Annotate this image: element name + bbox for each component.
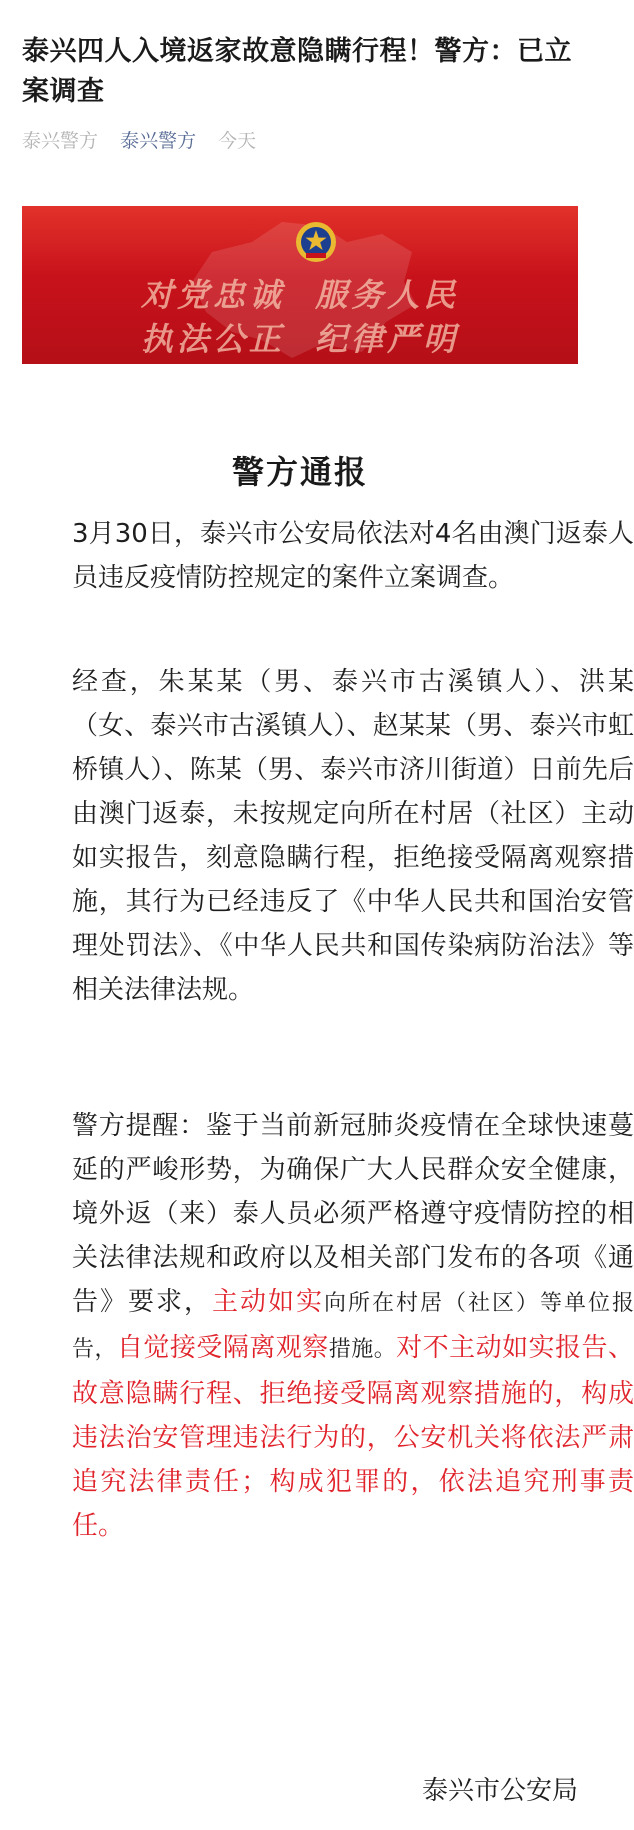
notice-heading: 警方通报	[231, 452, 368, 491]
banner-slogan-line-2: 执法公正 纪律严明	[140, 320, 460, 358]
measures-text: 措施。	[328, 1337, 397, 1362]
emphasis-text-3: 对不主动如实报告、故意隐瞒行程、拒绝接受隔离观察措施的，构成违法治安管理违法行为的，公安机关将依法严肃追究法律责任；构成犯罪的，依法追究刑事责任。	[72, 1333, 634, 1541]
article-meta	[22, 126, 272, 153]
report-text: 向所在村居（社区）等单位报告，	[72, 1291, 634, 1362]
notice-paragraph-1: 3月30日，泰兴市公安局依法对4名由澳门返泰人员违反疫情防控规定的案件立案调查。	[72, 519, 634, 593]
emphasis-text-2: 自觉接受隔离观察	[116, 1333, 329, 1363]
article-title: 泰兴四人入境返家故意隐瞒行程！警方：已立案调查	[22, 36, 572, 108]
signature: 泰兴市公安局	[421, 1776, 578, 1806]
police-banner-image	[22, 206, 578, 364]
police-emblem-icon	[294, 220, 338, 264]
account-link[interactable]: 泰兴警方	[120, 130, 197, 152]
source-label: 泰兴警方	[22, 130, 99, 152]
notice-paragraph-2: 经查，朱某某（男、泰兴市古溪镇人）、洪某（女、泰兴市古溪镇人）、赵某某（男、泰兴市虹桥镇人）、陈某（男、泰兴市济川街道）日前先后由澳门返泰，未按规定向所在村居（社区）主动如实报告，刻意隐瞒行程，拒绝接受隔离观察措施，其行为已经违反了《中华人民共和国治安管理处罚法》、《中华人民共和国传染病防治法》等相关法律法规。	[72, 667, 634, 1005]
banner-slogan-line-1: 对党忠诚 服务人民	[140, 276, 460, 314]
reminder-text: 警方提醒：鉴于当前新冠肺炎疫情在全球快速蔓延的严峻形势，为确保广大人民群众安全健康，境外返（来）泰人员必须严格遵守疫情防控的相关法律法规和政府以及相关部门发布的各项《通告》要求，	[72, 1111, 634, 1317]
emphasis-text-1: 主动如实	[212, 1287, 324, 1317]
notice-paragraph-3	[20, 1104, 634, 1548]
publish-time: 今天	[218, 130, 257, 152]
